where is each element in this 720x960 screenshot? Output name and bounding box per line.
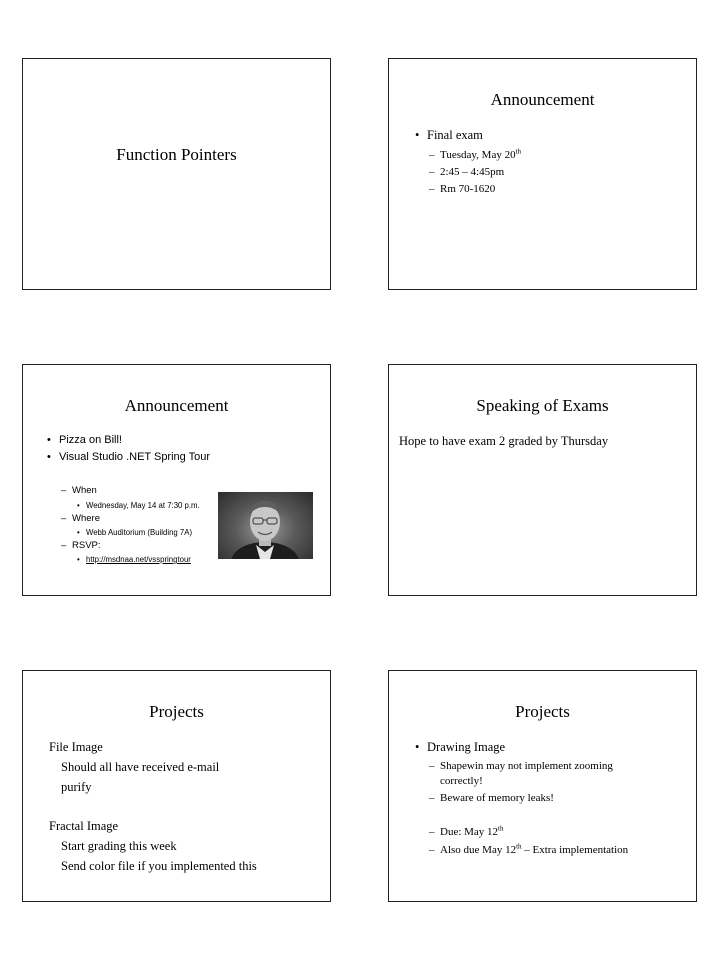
slide-announcement-exam: [388, 58, 697, 290]
slide-announcement-tour: [22, 364, 331, 596]
slide-speaking-of-exams: [388, 364, 697, 596]
slide-title: Speaking of Exams: [476, 396, 609, 415]
sub-shapewin: – Shapewin may not implement zooming: [429, 760, 613, 772]
sub-date: – Tuesday, May 20th: [429, 147, 522, 161]
slide-title: Announcement: [490, 90, 595, 109]
slide-title: Projects: [515, 702, 570, 721]
line-purify: purify: [61, 780, 92, 794]
portrait-illustration: [218, 492, 313, 559]
rsvp-link[interactable]: http://msdnaa.net/vsspringtour: [86, 555, 191, 564]
bullet-marker: •: [415, 128, 420, 142]
detail-when: • Wednesday, May 14 at 7:30 p.m.: [77, 501, 200, 510]
sub-where: – Where: [61, 513, 100, 524]
portrait-photo: [218, 492, 313, 559]
bullet-drawing-image: • Drawing Image: [415, 740, 506, 754]
body-text: Hope to have exam 2 graded by Thursday: [399, 434, 609, 448]
line-file-image: File Image: [49, 740, 103, 754]
line-color-file: Send color file if you implemented this: [61, 859, 257, 873]
slide-projects-1: [22, 670, 331, 902]
sub-rsvp: – RSVP:: [61, 540, 101, 551]
bullet-pizza: • Pizza on Bill!: [47, 434, 122, 446]
sub-room: – Rm 70-1620: [429, 183, 496, 195]
bullet-final-exam: • Final exam: [415, 128, 483, 142]
line-fractal-image: Fractal Image: [49, 819, 119, 833]
slide-title: Announcement: [124, 396, 229, 415]
line-start-grading: Start grading this week: [61, 839, 177, 853]
sub-extra: – Also due May 12th – Extra implementation: [429, 842, 629, 856]
detail-where: • Webb Auditorium (Building 7A): [77, 528, 193, 537]
slide-function-pointers: [22, 58, 331, 290]
sub-due: – Due: May 12th: [429, 824, 504, 838]
sub-when: – When: [61, 485, 97, 496]
sub-memory-leaks: – Beware of memory leaks!: [429, 792, 554, 804]
slide-projects-2: [388, 670, 697, 902]
bullet-spring-tour: • Visual Studio .NET Spring Tour: [47, 451, 211, 463]
sub-time: – 2:45 – 4:45pm: [429, 166, 505, 178]
slide-title: Function Pointers: [116, 145, 237, 164]
sub-shapewin-cont: correctly!: [440, 775, 483, 787]
detail-rsvp: • http://msdnaa.net/vsspringtour: [77, 555, 191, 564]
line-email: Should all have received e-mail: [61, 760, 220, 774]
slide-title: Projects: [149, 702, 204, 721]
